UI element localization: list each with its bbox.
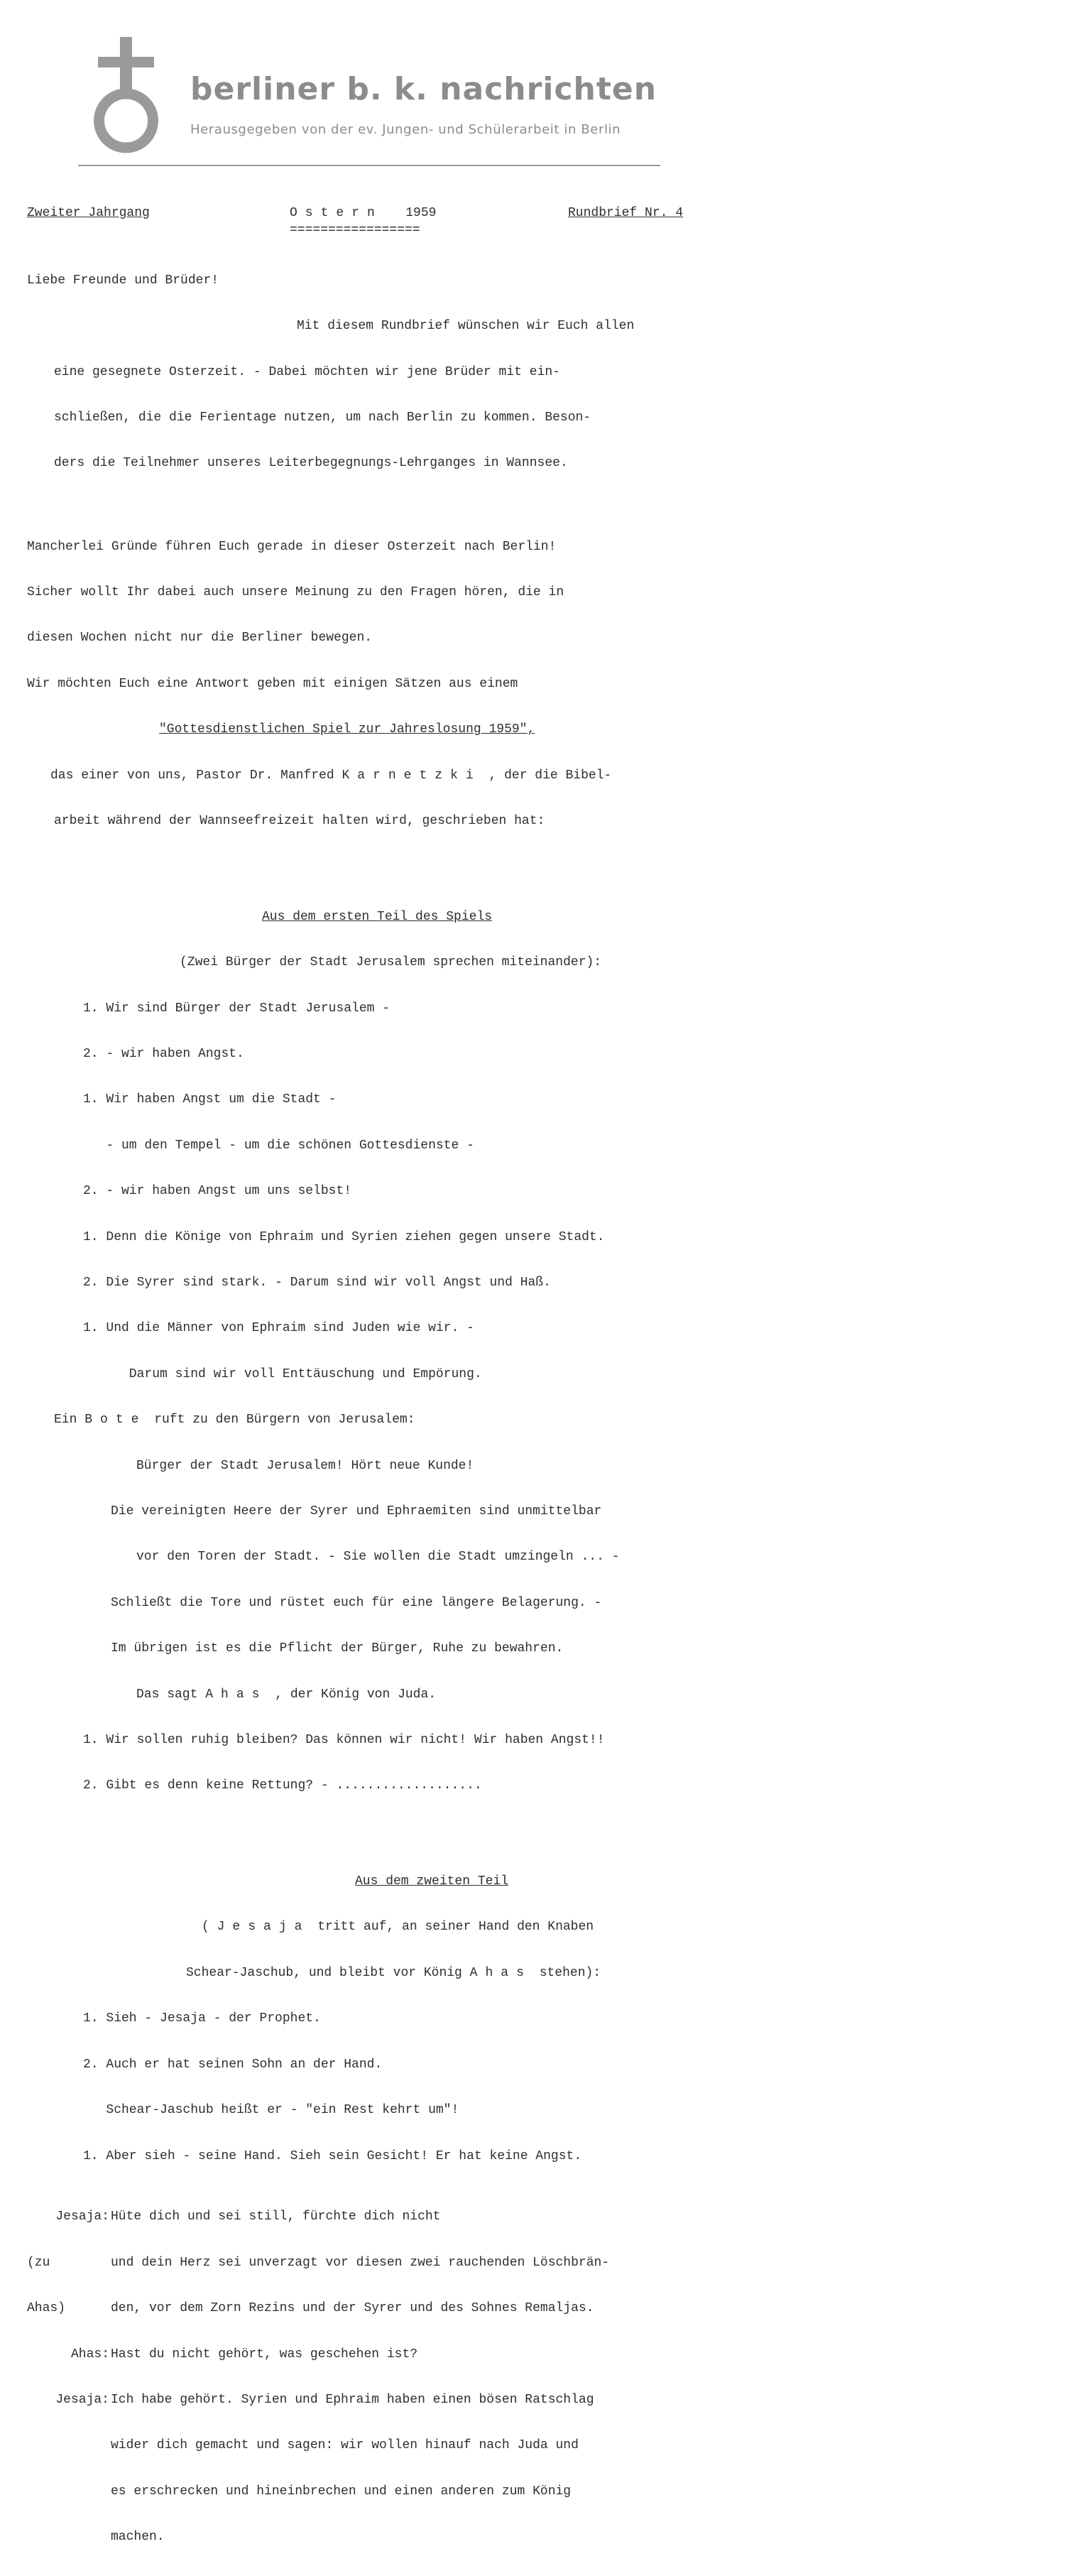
paragraph-line: Mancherlei Gründe führen Euch gerade in dieser Osterzeit nach Berlin! bbox=[27, 539, 557, 554]
dialogue-line: 1. Wir sind Bürger der Stadt Jerusalem - bbox=[83, 1001, 390, 1016]
speaker-text: Hüte dich und sei still, fürchte dich nicht bbox=[111, 2210, 441, 2224]
author-line: das einer von uns, Pastor Dr. Manfred Karnetzki , der die Bibel- bbox=[50, 768, 612, 783]
play-title: "Gottesdienstlichen Spiel zur Jahreslosung 1959", bbox=[159, 722, 535, 737]
paragraph-line: ders die Teilnehmer unseres Leiterbegegnungs-Lehrganges in Wannsee. bbox=[54, 456, 568, 471]
speaker-text: und dein Herz sei unverzagt vor diesen zwei rauchenden Löschbrän- bbox=[111, 2255, 610, 2270]
jesaja-name: Jesaja bbox=[217, 1920, 310, 1935]
messenger-line: Ein Bote ruft zu den Bürgern von Jerusalem: bbox=[54, 1413, 415, 1428]
messenger-speech: Schließt die Tore und rüstet euch für eine längere Belagerung. - bbox=[111, 1595, 602, 1610]
dialogue-line: 2. - wir haben Angst um uns selbst! bbox=[83, 1184, 352, 1199]
part2-heading: Aus dem zweiten Teil bbox=[355, 1874, 509, 1889]
dialogue-line: 1. Wir haben Angst um die Stadt - bbox=[83, 1092, 337, 1107]
dialogue-line: 1. Denn die Könige von Ephraim und Syrien ziehen gegen unsere Stadt. bbox=[83, 1229, 605, 1244]
speaker-label: (zu bbox=[27, 2255, 50, 2270]
stage-direction: ( Jesaja tritt auf, an seiner Hand den Knaben bbox=[202, 1920, 594, 1935]
speaker-text: wider dich gemacht und sagen: wir wollen hinauf nach Juda und bbox=[111, 2438, 579, 2453]
messenger-speech: Die vereinigten Heere der Syrer und Ephraemiten sind unmittelbar bbox=[111, 1504, 602, 1518]
dialogue-line: Schear-Jaschub heißt er - "ein Rest kehrt um"! bbox=[83, 2103, 459, 2118]
speaker-row bbox=[27, 2438, 737, 2454]
dialogue-line: - um den Tempel - um die schönen Gottesdienste - bbox=[83, 1138, 474, 1153]
paragraph-line: eine gesegnete Osterzeit. - Dabei möchten wir jene Brüder mit ein- bbox=[54, 364, 560, 379]
ahas-name: Ahas bbox=[205, 1687, 268, 1702]
speaker-label: Jesaja: bbox=[55, 2392, 109, 2407]
messenger-speech: vor den Toren der Stadt. - Sie wollen die Stadt umzingeln ... - bbox=[136, 1550, 620, 1565]
speaker-row bbox=[27, 2256, 737, 2271]
dialogue-line: 2. - wir haben Angst. bbox=[83, 1046, 244, 1061]
part1-heading: Aus dem ersten Teil des Spiels bbox=[262, 909, 493, 924]
ahas-line: Das sagt Ahas , der König von Juda. bbox=[136, 1687, 437, 1702]
speaker-label: Ahas: bbox=[70, 2347, 109, 2362]
issue-year: 1959 bbox=[405, 206, 437, 220]
paragraph-line: Mit diesem Rundbrief wünschen wir Euch allen bbox=[297, 319, 635, 334]
date-underline: ================= bbox=[290, 223, 420, 237]
masthead-divider bbox=[78, 165, 660, 166]
speaker-label: Jesaja: bbox=[55, 2210, 109, 2224]
issue-season: Ostern bbox=[290, 206, 383, 220]
paragraph-line: Wir möchten Euch eine Antwort geben mit einigen Sätzen aus einem bbox=[27, 676, 518, 691]
dialogue-line: 1. Und die Männer von Ephraim sind Juden wie wir. - bbox=[83, 1321, 474, 1336]
masthead-title: berliner b. k. nachrichten bbox=[190, 71, 657, 107]
messenger-word: Bote bbox=[84, 1413, 147, 1428]
speaker-text: Ich habe gehört. Syrien und Ephraim haben einen bösen Ratschlag bbox=[111, 2392, 594, 2407]
dialogue-line: Darum sind wir voll Enttäuschung und Empörung. bbox=[83, 1366, 482, 1381]
paragraph-line: schließen, die die Ferientage nutzen, um nach Berlin zu kommen. Beson- bbox=[54, 411, 591, 425]
messenger-speech: Bürger der Stadt Jerusalem! Hört neue Kunde! bbox=[136, 1458, 474, 1473]
speaker-text: es erschrecken und hineinbrechen und einen anderen zum König bbox=[111, 2484, 572, 2499]
cross-orb-logo-icon bbox=[92, 37, 160, 158]
speaker-row bbox=[27, 2210, 737, 2225]
letter-body bbox=[27, 243, 737, 2576]
stage-direction: (Zwei Bürger der Stadt Jerusalem sprechen miteinander): bbox=[180, 955, 602, 970]
speaker-row bbox=[27, 2393, 737, 2408]
speaker-row bbox=[27, 2301, 737, 2317]
messenger-speech: Im übrigen ist es die Pflicht der Bürger, Ruhe zu bewahren. bbox=[111, 1641, 564, 1656]
stage-direction: Schear-Jaschub, und bleibt vor König Ahas stehen): bbox=[186, 1965, 601, 1980]
dialogue-line: 2. Gibt es denn keine Rettung? - ................... bbox=[83, 1778, 482, 1793]
author-name: Karnetzki bbox=[342, 768, 481, 783]
speaker-row bbox=[27, 2484, 737, 2500]
speaker-row bbox=[27, 2530, 737, 2545]
issue-number: Rundbrief Nr. 4 bbox=[568, 206, 684, 220]
ahas-name: Ahas bbox=[469, 1965, 532, 1980]
issue-date bbox=[290, 206, 436, 221]
speaker-text: den, vor dem Zorn Rezins und der Syrer und des Sohnes Remaljas. bbox=[111, 2301, 594, 2316]
dialogue-line: 2. Die Syrer sind stark. - Darum sind wir voll Angst und Haß. bbox=[83, 1275, 551, 1290]
speaker-text: machen. bbox=[111, 2530, 165, 2545]
paragraph-line: diesen Wochen nicht nur die Berliner bewegen. bbox=[27, 631, 373, 646]
dialogue-line: 1. Sieh - Jesaja - der Prophet. bbox=[83, 2011, 321, 2026]
speaker-text: Hast du nicht gehört, was geschehen ist? bbox=[111, 2347, 418, 2362]
paragraph-line: arbeit während der Wannseefreizeit halten wird, geschrieben hat: bbox=[54, 814, 545, 829]
dialogue-line: 1. Wir sollen ruhig bleiben? Das können wir nicht! Wir haben Angst!! bbox=[83, 1733, 605, 1748]
speaker-label: Ahas) bbox=[27, 2301, 66, 2316]
dialogue-line: 1. Aber sieh - seine Hand. Sieh sein Gesicht! Er hat keine Angst. bbox=[83, 2148, 582, 2163]
salutation: Liebe Freunde und Brüder! bbox=[27, 273, 219, 288]
speaker-row bbox=[27, 2347, 737, 2363]
volume-label: Zweiter Jahrgang bbox=[27, 206, 150, 220]
paragraph-line: Sicher wollt Ihr dabei auch unsere Meinung zu den Fragen hören, die in bbox=[27, 585, 564, 600]
masthead-subtitle: Herausgegeben von der ev. Jungen- und Schülerarbeit in Berlin bbox=[190, 122, 621, 137]
dialogue-line: 2. Auch er hat seinen Sohn an der Hand. bbox=[83, 2057, 383, 2072]
